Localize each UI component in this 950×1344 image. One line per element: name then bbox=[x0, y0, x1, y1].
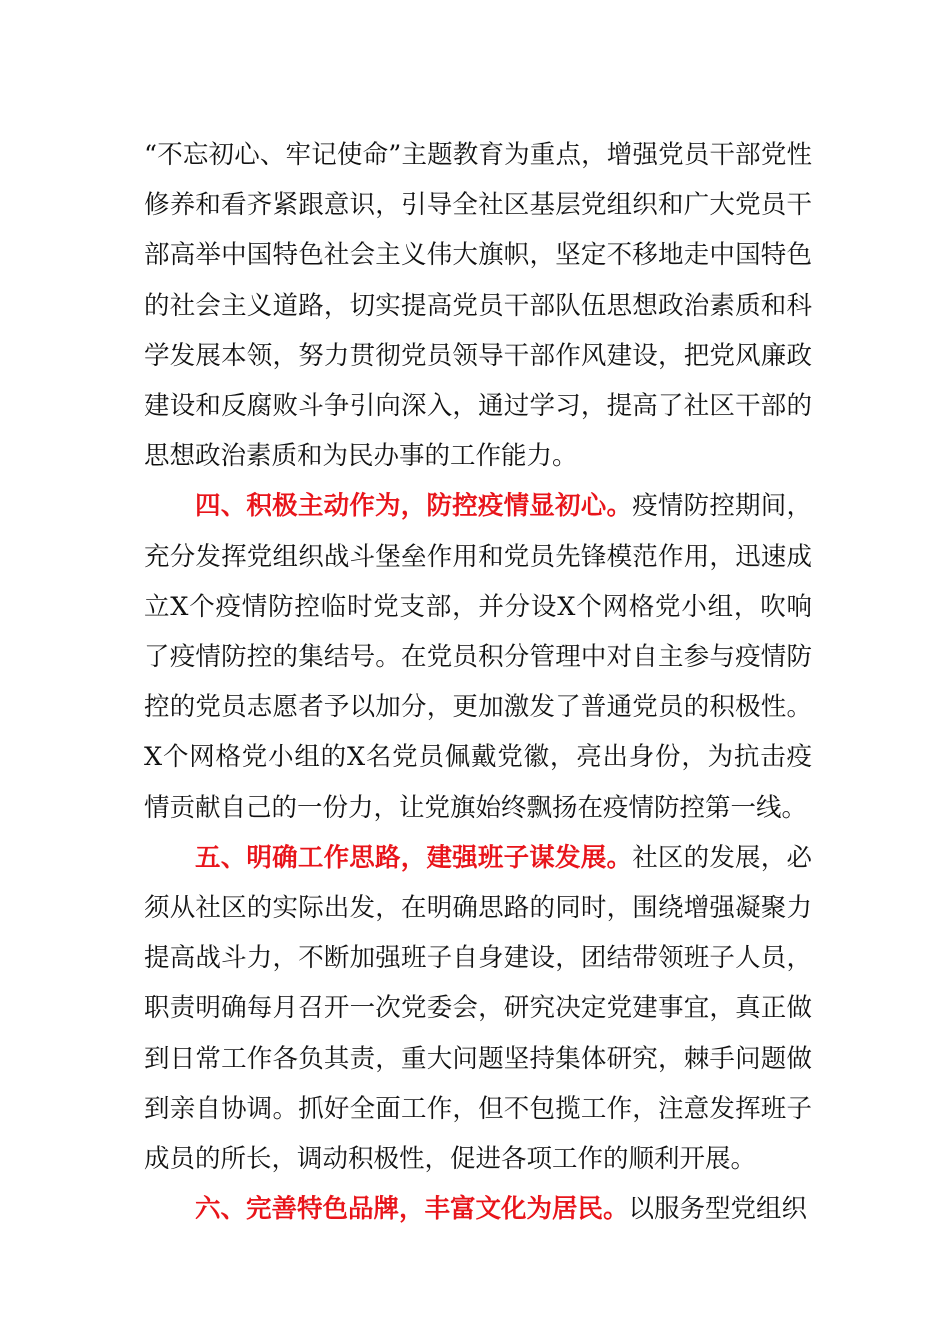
paragraph-continuation bbox=[144, 130, 812, 481]
paragraph-body: 疫情防控期间，充分发挥党组织战斗堡垒作用和党员先锋模范作用，迅速成立X个疫情防控临时党支部，并分设X个网格党小组，吹响了疫情防控的集结号。在党员积分管理中对自主参与疫情防控的党员志愿者予以加分，更加激发了普通党员的积极性。X个网格党小组的X名党员佩戴党徽，亮出身份，为抗击疫情贡献自己的一份力，让党旗始终飘扬在疫情防控第一线。 bbox=[144, 491, 812, 823]
paragraph-body: “不忘初心、牢记使命”主题教育为重点，增强党员干部党性修养和看齐紧跟意识，引导全社区基层党组织和广大党员干部高举中国特色社会主义伟大旗帜，坚定不移地走中国特色的社会主义道路，切实提高党员干部队伍思想政治素质和科学发展本领，努力贯彻党员领导干部作风建设，把党风廉政建设和反腐败斗争引向深入，通过学习，提高了社区干部的思想政治素质和为民办事的工作能力。 bbox=[144, 140, 812, 472]
paragraph-body: 以服务型党组织 bbox=[628, 1194, 808, 1225]
paragraph-section-6 bbox=[144, 1184, 812, 1234]
paragraph-section-4 bbox=[144, 481, 812, 832]
section-heading-6: 六、完善特色品牌，丰富文化为居民。 bbox=[195, 1194, 629, 1225]
section-heading-5: 五、明确工作思路，建强班子谋发展。 bbox=[195, 842, 633, 873]
paragraph-section-5 bbox=[144, 833, 812, 1184]
section-heading-4: 四、积极主动作为，防控疫情显初心。 bbox=[195, 491, 633, 522]
paragraph-body: 社区的发展，必须从社区的实际出发，在明确思路的同时，围绕增强凝聚力提高战斗力，不断加强班子自身建设，团结带领班子人员，职责明确每月召开一次党委会，研究决定党建事宜，真正做到日常工作各负其责，重大问题坚持集体研究，棘手问题做到亲自协调。抓好全面工作，但不包揽工作，注意发挥班子成员的所长，调动积极性，促进各项工作的顺利开展。 bbox=[144, 842, 812, 1175]
document-body bbox=[144, 130, 812, 1234]
